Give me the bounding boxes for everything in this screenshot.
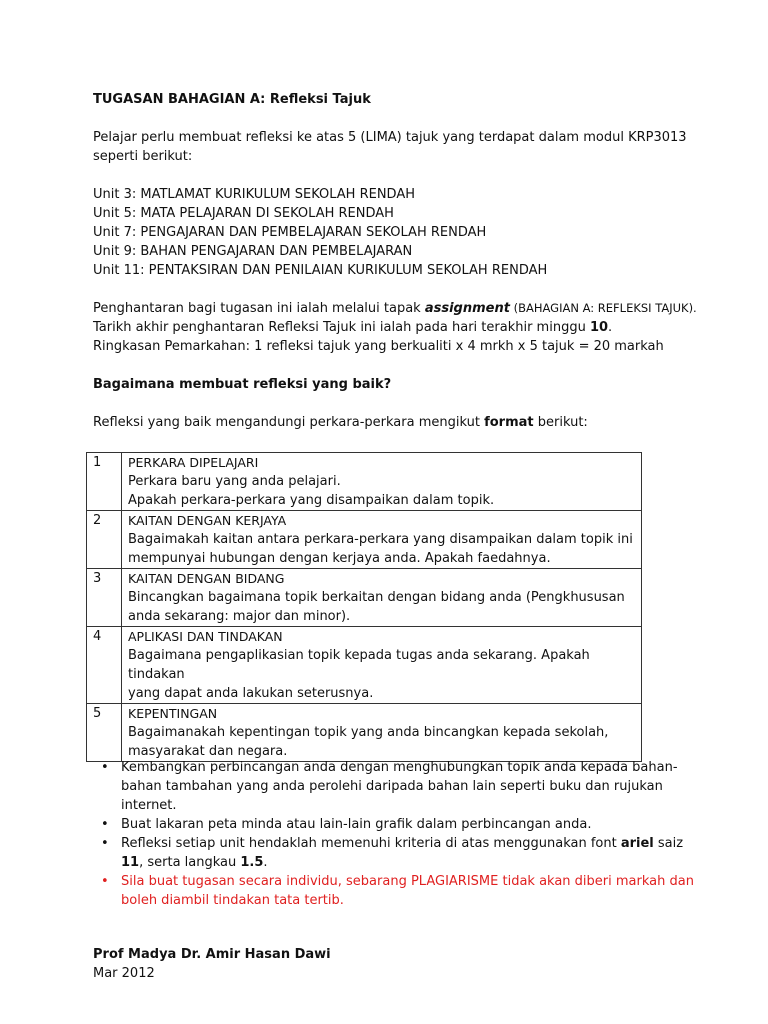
bullet-line: bahan tambahan yang anda perolehi daripada bahan lain seperti buku dan rujukan: [121, 779, 663, 794]
intro-line-1: Pelajar perlu membuat refleksi ke atas 5 (LIMA) tajuk yang terdapat dalam modul KRP3013: [93, 130, 687, 145]
row-line: mempunyai hubungan dengan kerjaya anda. Apakah faedahnya.: [128, 551, 551, 566]
list-item-warning: [101, 872, 701, 910]
submission-suffix: (BAHAGIAN A: REFLEKSI TAJUK).: [509, 301, 697, 315]
deadline-line: [93, 318, 693, 337]
row-title: KAITAN DENGAN KERJAYA: [128, 513, 287, 528]
line-spacing: 1.5: [240, 855, 264, 870]
document-body: [93, 90, 697, 432]
submission-emphasis: assignment: [424, 301, 510, 316]
bullet-line: [121, 853, 701, 872]
bullet-line: boleh diambil tindakan tata tertib.: [121, 893, 344, 908]
font-size: 11: [121, 855, 140, 870]
row-number: 5: [87, 704, 122, 762]
marking-summary: Ringkasan Pemarkahan: 1 refleksi tajuk yang berkualiti x 4 mrkh x 5 tajuk = 20 markah: [93, 339, 664, 354]
row-title: PERKARA DIPELAJARI: [128, 455, 259, 470]
bullet-line: Sila buat tugasan secara individu, sebarang PLAGIARISME tidak akan diberi markah dan: [121, 874, 694, 889]
row-line: Bagaimakah kaitan antara perkara-perkara yang disampaikan dalam topik ini: [128, 532, 633, 547]
row-line: masyarakat dan negara.: [128, 744, 288, 759]
row-line: Bagaimana pengaplikasian topik kepada tugas anda sekarang. Apakah tindakan: [128, 648, 590, 682]
format-intro: [93, 413, 693, 432]
font-name: ariel: [620, 836, 654, 851]
row-content: [122, 627, 642, 704]
row-number: 3: [87, 569, 122, 627]
bullet-line: [121, 834, 701, 853]
deadline-prefix: Tarikh akhir penghantaran Refleksi Tajuk ini ialah pada hari terakhir minggu: [93, 320, 590, 335]
list-item: [101, 834, 701, 872]
row-title: KAITAN DENGAN BIDANG: [128, 571, 285, 586]
list-item: [101, 815, 701, 834]
b3-mid2: , serta langkau: [139, 855, 241, 870]
document-date: Mar 2012: [93, 966, 155, 981]
deadline-week: 10: [589, 320, 609, 335]
format-intro-bold: format: [484, 415, 534, 430]
row-number: 2: [87, 511, 122, 569]
bullet-icon: •: [101, 874, 109, 889]
unit-item: Unit 11: PENTAKSIRAN DAN PENILAIAN KURIKULUM SEKOLAH RENDAH: [93, 263, 548, 278]
unit-list: [93, 185, 693, 280]
submission-prefix: Penghantaran bagi tugasan ini ialah melalui tapak: [93, 301, 425, 316]
submission-line: [93, 299, 697, 318]
intro-line-2: seperti berikut:: [93, 149, 193, 164]
table-row: [87, 453, 642, 511]
table-row: [87, 704, 642, 762]
row-content: [122, 569, 642, 627]
row-content: [122, 511, 642, 569]
row-title: KEPENTINGAN: [128, 706, 218, 721]
bullet-icon: •: [101, 836, 109, 851]
bullet-icon: •: [101, 760, 109, 775]
row-number: 1: [87, 453, 122, 511]
table-row: [87, 627, 642, 704]
row-line: anda sekarang: major dan minor).: [128, 609, 351, 624]
document-title: TUGASAN BAHAGIAN A: Refleksi Tajuk: [93, 92, 371, 107]
author-name: Prof Madya Dr. Amir Hasan Dawi: [93, 947, 331, 962]
howto-heading: Bagaimana membuat refleksi yang baik?: [93, 377, 392, 392]
row-title: APLIKASI DAN TINDAKAN: [128, 629, 283, 644]
b3-mid1: saiz: [653, 836, 684, 851]
row-line: Bagaimanakah kepentingan topik yang anda bincangkan kepada sekolah,: [128, 725, 609, 740]
unit-item: Unit 3: MATLAMAT KURIKULUM SEKOLAH RENDAH: [93, 187, 416, 202]
document-footer: [93, 945, 331, 983]
b3-end: .: [263, 855, 268, 870]
deadline-suffix: .: [608, 320, 613, 335]
format-table: [86, 452, 642, 762]
row-line: Apakah perkara-perkara yang disampaikan dalam topik.: [128, 493, 495, 508]
bullet-line: internet.: [121, 798, 177, 813]
row-content: [122, 453, 642, 511]
guideline-list: [93, 758, 701, 910]
unit-item: Unit 9: BAHAN PENGAJARAN DAN PEMBELAJARAN: [93, 244, 413, 259]
list-item: [101, 758, 701, 815]
table-row: [87, 569, 642, 627]
unit-item: Unit 7: PENGAJARAN DAN PEMBELAJARAN SEKOLAH RENDAH: [93, 225, 487, 240]
unit-item: Unit 5: MATA PELAJARAN DI SEKOLAH RENDAH: [93, 206, 394, 221]
format-intro-prefix: Refleksi yang baik mengandungi perkara-perkara mengikut: [93, 415, 485, 430]
b3-pre: Refleksi setiap unit hendaklah memenuhi kriteria di atas menggunakan font: [121, 836, 621, 851]
bullet-icon: •: [101, 817, 109, 832]
row-number: 4: [87, 627, 122, 704]
row-line: Bincangkan bagaimana topik berkaitan dengan bidang anda (Pengkhususan: [128, 590, 625, 605]
bullet-line: Buat lakaran peta minda atau lain-lain grafik dalam perbincangan anda.: [121, 817, 592, 832]
format-intro-suffix: berikut:: [533, 415, 588, 430]
row-content: [122, 704, 642, 762]
table-row: [87, 511, 642, 569]
bullet-line: Kembangkan perbincangan anda dengan menghubungkan topik anda kepada bahan-: [121, 760, 678, 775]
row-line: Perkara baru yang anda pelajari.: [128, 474, 341, 489]
row-line: yang dapat anda lakukan seterusnya.: [128, 686, 374, 701]
